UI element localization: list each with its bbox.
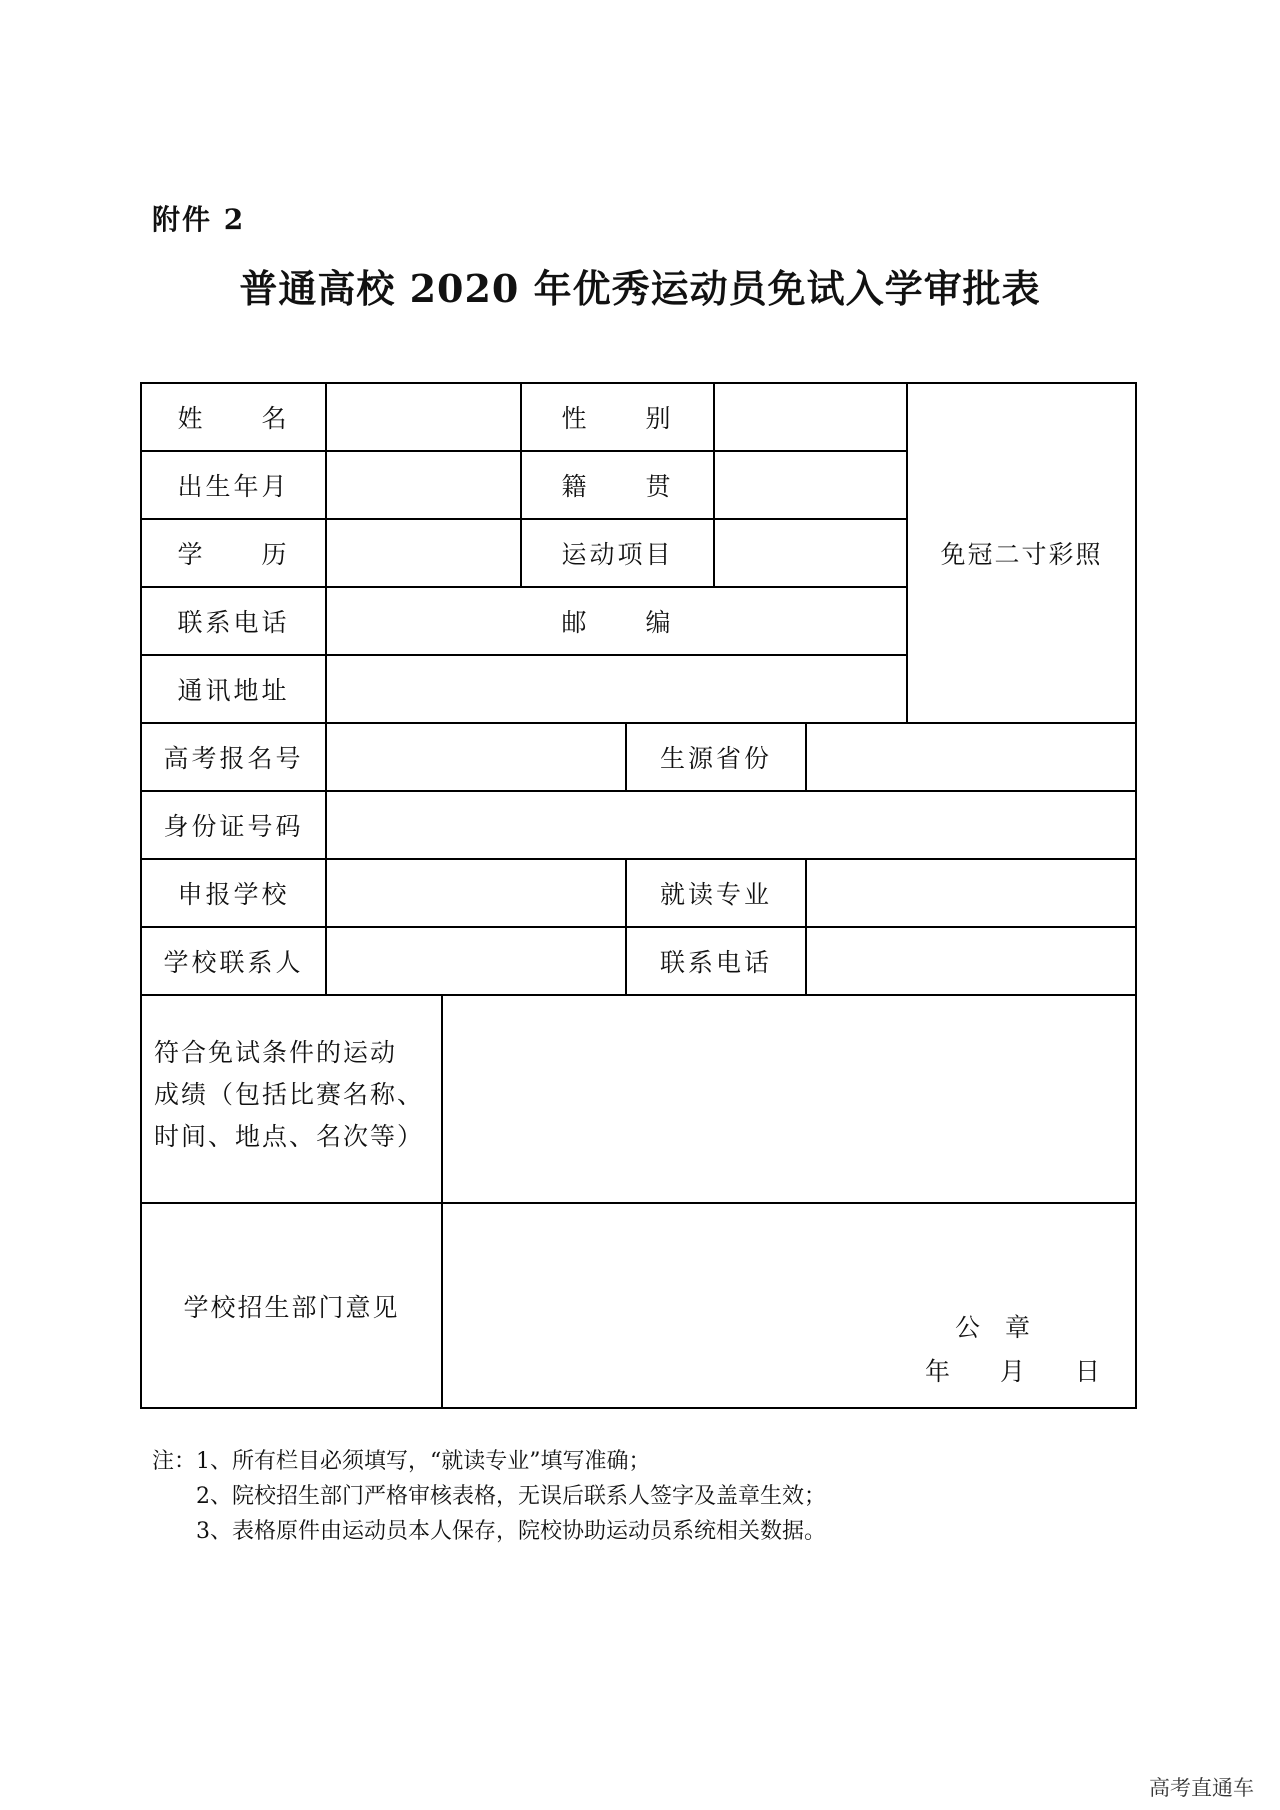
phone-field[interactable] xyxy=(327,588,520,654)
school-contact-field[interactable] xyxy=(327,928,625,994)
contact-phone-field[interactable] xyxy=(807,928,1135,994)
major-label: 就读专业 xyxy=(659,880,772,909)
notes xyxy=(152,1444,826,1549)
education-label: 学 历 xyxy=(177,540,290,569)
name-field[interactable] xyxy=(327,384,520,450)
school-label: 申报学校 xyxy=(177,880,290,909)
watermark: 高考直通车 xyxy=(1149,1776,1254,1800)
achievement-label xyxy=(154,1032,440,1158)
note-line: 3、表格原件由运动员本人保存，院校协助运动员系统相关数据。 xyxy=(152,1519,826,1544)
exam-number-label: 高考报名号 xyxy=(163,744,304,773)
phone-label: 联系电话 xyxy=(177,608,290,637)
school-contact-label: 学校联系人 xyxy=(163,948,304,977)
address-field[interactable] xyxy=(327,656,906,722)
achievement-label-line: 时间、地点、名次等） xyxy=(154,1122,425,1151)
birth-field[interactable] xyxy=(327,452,520,518)
achievement-label-line: 成绩（包括比赛名称、 xyxy=(154,1080,425,1109)
address-label: 通讯地址 xyxy=(177,676,290,705)
education-field[interactable] xyxy=(327,520,520,586)
province-field[interactable] xyxy=(807,724,1135,790)
sport-label: 运动项目 xyxy=(561,540,674,569)
birth-label: 出生年月 xyxy=(177,472,290,501)
photo-placeholder[interactable]: 免冠二寸彩照 xyxy=(940,540,1103,569)
grid-line xyxy=(140,1407,1137,1409)
native-place-field[interactable] xyxy=(715,452,906,518)
achievement-field[interactable] xyxy=(443,996,1135,1202)
postcode-label: 邮 编 xyxy=(561,608,674,637)
date-label: 年 月 日 xyxy=(925,1357,1101,1386)
approval-form-table xyxy=(140,382,1137,1409)
opinion-label: 学校招生部门意见 xyxy=(183,1292,400,1322)
province-label: 生源省份 xyxy=(659,744,772,773)
contact-phone-label: 联系电话 xyxy=(659,948,772,977)
postcode-field[interactable] xyxy=(715,588,906,654)
gender-field[interactable] xyxy=(715,384,906,450)
note-line: 2、院校招生部门严格审核表格，无误后联系人签字及盖章生效； xyxy=(152,1484,826,1509)
school-field[interactable] xyxy=(327,860,625,926)
sport-field[interactable] xyxy=(715,520,906,586)
form-title: 普通高校 2020 年优秀运动员免试入学审批表 xyxy=(239,266,1041,311)
native-place-label: 籍 贯 xyxy=(561,472,674,501)
attachment-label: 附件 2 xyxy=(152,203,246,236)
major-field[interactable] xyxy=(807,860,1135,926)
achievement-label-line: 符合免试条件的运动 xyxy=(154,1038,398,1067)
gender-label: 性 别 xyxy=(561,404,674,433)
seal-label: 公 章 xyxy=(955,1313,1031,1342)
id-number-label: 身份证号码 xyxy=(163,812,304,841)
name-label: 姓 名 xyxy=(177,404,290,433)
id-number-field[interactable] xyxy=(327,792,1135,858)
exam-number-field[interactable] xyxy=(327,724,625,790)
grid-line xyxy=(1135,382,1137,1409)
note-line: 注：1、所有栏目必须填写，“就读专业”填写准确； xyxy=(152,1449,651,1474)
